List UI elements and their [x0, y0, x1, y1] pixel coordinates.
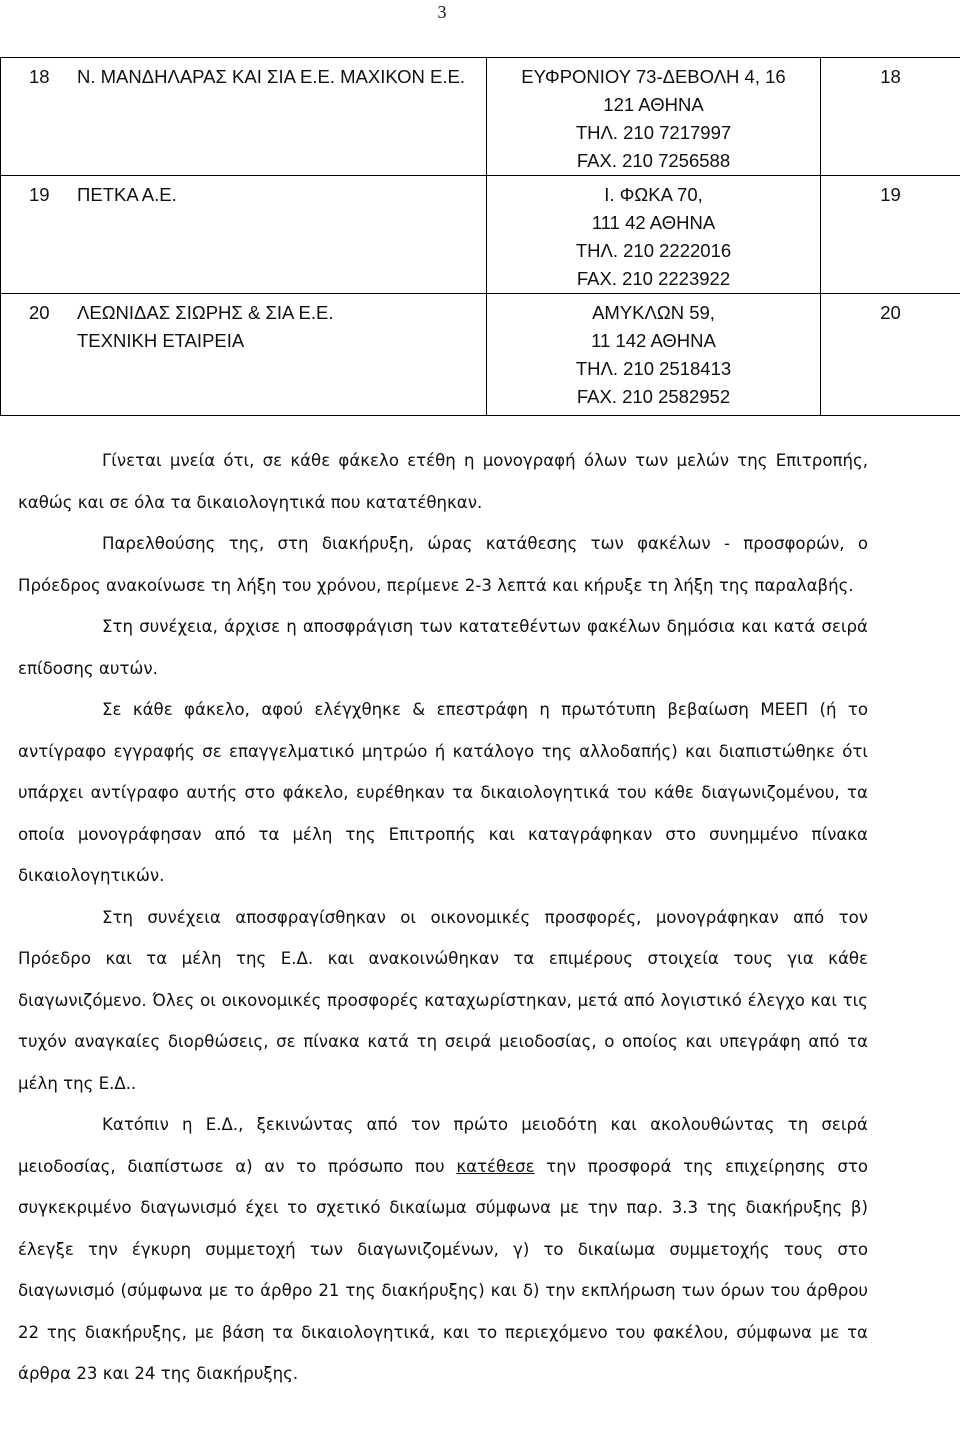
- bidder-seq-right-cell: [821, 294, 960, 416]
- paragraph: Παρελθούσης της, στη διακήρυξη, ώρας κατάθεσης των φακέλων - προσφορών, ο Πρόεδρος ανακοίνωσε τη λήξη του χρόνου, περίμενε 2-3 λεπτά και κήρυξε τη λήξη της παραλαβής.: [18, 534, 868, 595]
- bidder-address-cell: [487, 58, 821, 176]
- address-line: 121 ΑΘΗΝΑ: [603, 94, 704, 115]
- address-line: ΕΥΦΡΟΝΙΟΥ 73-ΔΕΒΟΛΗ 4, 16: [521, 66, 786, 87]
- bidder-name-cell: [1, 58, 487, 176]
- paragraph: Στη συνέχεια αποσφραγίσθηκαν οι οικονομικές προσφορές, μονογράφηκαν από τον Πρόεδρο και τα μέλη της Ε.Δ. και ανακοινώθηκαν τα επιμέρους στοιχεία τους για κάθε διαγωνιζόμενο. Όλες οι οικονομικές προσφορές καταχωρίστηκαν, μετά από λογιστικό έλεγχο και τις τυχόν αναγκαίες διορθώσεις, σε πίνακα κατά τη σειρά μειοδοσίας, ο οποίος και υπεγράφη από τα μέλη της Ε.Δ..: [18, 907, 868, 1093]
- bidder-name: Ν. ΜΑΝΔΗΛΑΡΑΣ ΚΑΙ ΣΙΑ Ε.Ε. ΜΑΧΙΚΟΝ Ε.Ε.: [77, 66, 465, 87]
- table-row: [1, 58, 960, 176]
- body-text: [18, 440, 868, 1395]
- page-number: 3: [437, 2, 447, 22]
- address-line: ΤΗΛ. 210 7217997: [575, 122, 732, 143]
- underlined-word: κατέθεσε: [456, 1156, 535, 1176]
- paragraph: [18, 1104, 868, 1395]
- address-line: FAX. 210 2223922: [576, 268, 731, 289]
- bidder-seq-right: 20: [880, 302, 901, 323]
- bidder-name-cell: [1, 176, 487, 294]
- bidder-seq: 19: [29, 184, 50, 205]
- table-row: [1, 176, 960, 294]
- bidder-name-cell: [1, 294, 487, 416]
- bidder-name-line: ΛΕΩΝΙΔΑΣ ΣΙΩΡΗΣ & ΣΙΑ Ε.Ε.: [77, 302, 334, 323]
- address-line: ΑΜΥΚΛΩΝ 59,: [592, 302, 715, 323]
- table-row: [1, 294, 960, 416]
- address-line: 111 42 ΑΘΗΝΑ: [591, 212, 716, 233]
- bidders-table: [0, 57, 960, 416]
- address-line: FAX. 210 2582952: [576, 386, 731, 407]
- bidder-address-cell: [487, 176, 821, 294]
- paragraph: Γίνεται μνεία ότι, σε κάθε φάκελο ετέθη η μονογραφή όλων των μελών της Επιτροπής, καθώς και σε όλα τα δικαιολογητικά που κατατέθηκαν.: [18, 451, 868, 512]
- bidder-name: [77, 299, 482, 355]
- bidder-seq: 20: [29, 302, 50, 323]
- address-line: Ι. ΦΩΚΑ 70,: [604, 184, 703, 205]
- address-line: FAX. 210 7256588: [576, 150, 731, 171]
- paragraph-text: την προσφορά της επιχείρησης στο συγκεκριμένο διαγωνισμό έχει το σχετικό δικαίωμα σύμφωνα με την παρ. 3.3 της διακήρυξης β) έλεγξε την έγκυρη συμμετοχή των διαγωνιζομένων, γ) το δικαίωμα συμμετοχής τους στο διαγωνισμό (σύμφωνα με το άρθρο 21 της διακήρυξης) και δ) την εκπλήρωση των όρων του άρθρου 22 της διακήρυξης, με βάση τα δικαιολογητικά, και το περιεχόμενο του φακέλου, σύμφωνα με τα άρθρα 23 και 24 της διακήρυξης.: [18, 1156, 868, 1383]
- address-line: 11 142 ΑΘΗΝΑ: [591, 330, 716, 351]
- bidder-seq-right: 19: [880, 184, 901, 205]
- paragraph-text: Κατόπιν η Ε.Δ., ξεκινώντας από τον πρώτο μειοδότη και ακολουθώντας τη σειρά μειοδοσίας, διαπίστωσε α) αν το πρόσωπο που: [18, 1115, 868, 1176]
- bidder-name: ΠΕΤΚΑ Α.Ε.: [77, 184, 177, 205]
- bidder-address-cell: [487, 294, 821, 416]
- bidder-seq-right: 18: [880, 66, 901, 87]
- bidder-seq-right-cell: [821, 176, 960, 294]
- address-line: ΤΗΛ. 210 2222016: [575, 240, 732, 261]
- address-line: ΤΗΛ. 210 2518413: [575, 358, 732, 379]
- bidder-seq: 18: [29, 66, 50, 87]
- paragraph: Σε κάθε φάκελο, αφού ελέγχθηκε & επεστράφη η πρωτότυπη βεβαίωση ΜΕΕΠ (ή το αντίγραφο εγγραφής σε επαγγελματικό μητρώο ή κατάλογο της αλλοδαπής) και διαπιστώθηκε ότι υπάρχει αντίγραφο αυτής στο φάκελο, ευρέθηκαν τα δικαιολογητικά του κάθε διαγωνιζομένου, τα οποία μονογράφησαν από τα μέλη της Επιτροπής και καταγράφηκαν στο συνημμένο πίνακα δικαιολογητικών.: [18, 700, 868, 885]
- paragraph: Στη συνέχεια, άρχισε η αποσφράγιση των κατατεθέντων φακέλων δημόσια και κατά σειρά επίδοσης αυτών.: [18, 617, 868, 678]
- bidder-seq-right-cell: [821, 58, 960, 176]
- bidder-name-line: ΤΕΧΝΙΚΗ ΕΤΑΙΡΕΙΑ: [77, 330, 245, 351]
